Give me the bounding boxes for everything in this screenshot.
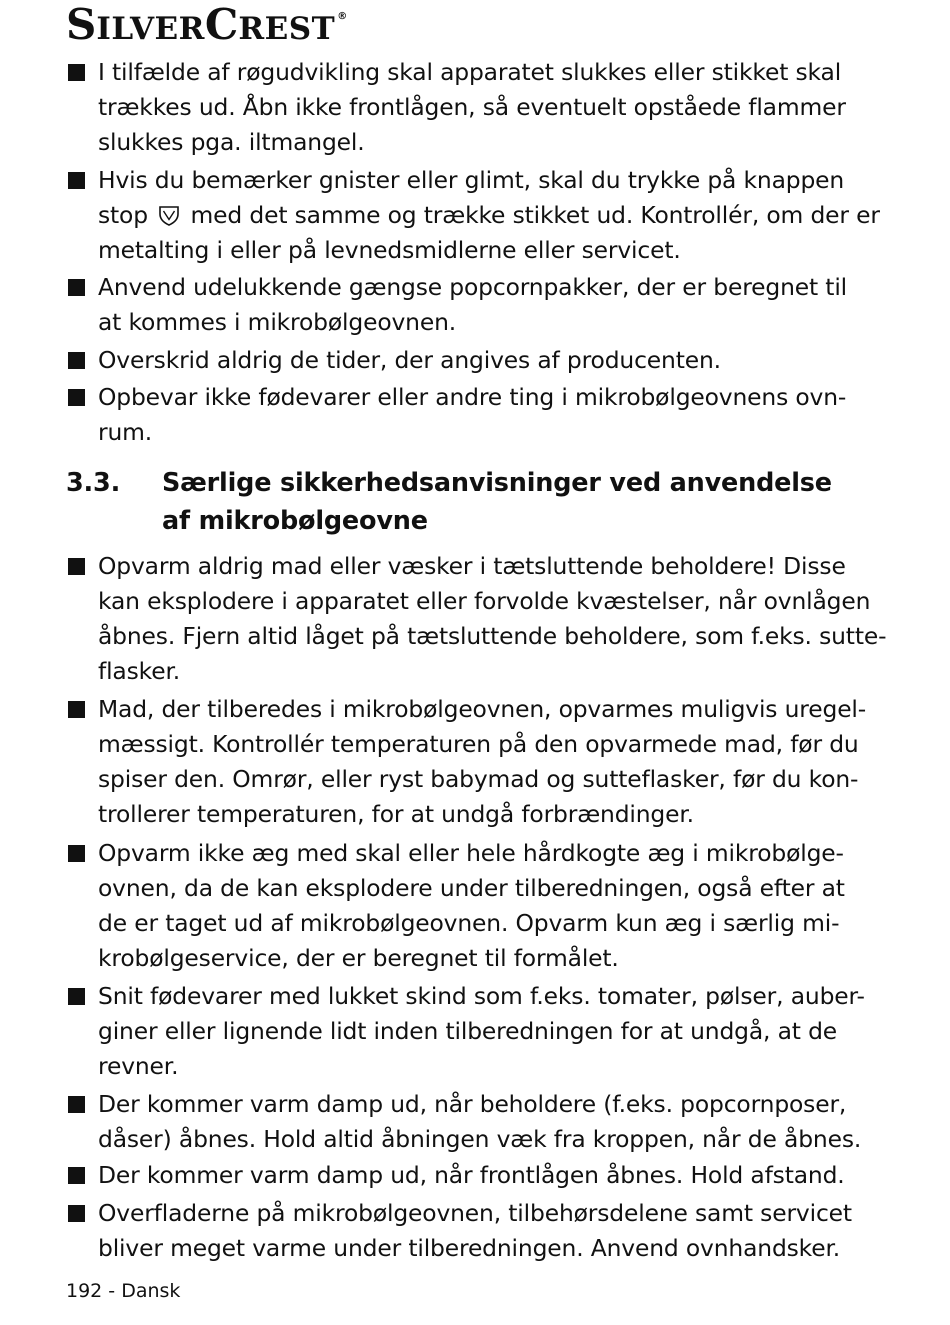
bullet-square [68,988,85,1005]
section-title-line2: af mikrobølgeovne [162,506,428,536]
item-text: åbnes. Fjern altid låget på tætsluttende beholdere, som f.eks. sutte- [98,622,887,650]
item-text: I tilfælde af røgudvikling skal apparatet slukkes eller stikket skal [98,58,842,86]
item-text: Anvend udelukkende gængse popcornpakker, der er beregnet til [98,273,848,301]
bullet-square [68,1096,85,1113]
item-text: Opvarm ikke æg med skal eller hele hårdkogte æg i mikrobølge- [98,839,844,867]
item-text: mæssigt. Kontrollér temperaturen på den opvarmede mad, før du [98,730,859,758]
item-text: giner eller lignende lidt inden tilberedningen for at undgå, at de [98,1017,838,1045]
item-text: krobølgeservice, der er beregnet til formålet. [98,944,619,972]
item-text: spiser den. Omrør, eller ryst babymad og sutteflasker, før du kon- [98,765,859,793]
item-text: Der kommer varm damp ud, når beholdere (f.eks. popcornposer, [98,1090,847,1118]
item-text: Overfladerne på mikrobølgeovnen, tilbehørsdelene samt servicet [98,1199,852,1227]
section-title-line1: Særlige sikkerhedsanvisninger ved anvendelse [162,468,832,498]
item-text: rum. [98,418,153,446]
item-text: bliver meget varme under tilberedningen. Anvend ovnhandsker. [98,1234,841,1262]
item-text: trækkes ud. Åbn ikke frontlågen, så eventuelt opståede flammer [98,93,846,121]
item-text: kan eksplodere i apparatet eller forvolde kvæstelser, når ovnlågen [98,587,871,615]
item-text: med det samme og trække stikket ud. Kontrollér, om der er [190,201,880,229]
stop-shield-icon [157,203,181,227]
bullet-square [68,64,85,81]
item-text: Opbevar ikke fødevarer eller andre ting i mikrobølgeovnens ovn- [98,383,847,411]
item-text: flasker. [98,657,181,685]
item-text: at kommes i mikrobølgeovnen. [98,308,457,336]
item-text: Overskrid aldrig de tider, der angives af producenten. [98,346,721,374]
page-footer: 192 - Dansk [66,1280,181,1302]
bullet-square [68,172,85,189]
item-text-with-icon [98,198,880,233]
brand-logo: SILVERCREST ® [66,0,348,49]
item-text: metalting i eller på levnedsmidlerne eller servicet. [98,236,681,264]
item-text: trollerer temperaturen, for at undgå forbrændinger. [98,800,694,828]
bullet-square [68,701,85,718]
bullet-square [68,1167,85,1184]
item-text: Snit fødevarer med lukket skind som f.eks. tomater, pølser, auber- [98,982,865,1010]
bullet-square [68,352,85,369]
section-number: 3.3. [66,468,121,498]
bullet-square [68,279,85,296]
item-text: Hvis du bemærker gnister eller glimt, skal du trykke på knappen [98,166,845,194]
item-text: Opvarm aldrig mad eller væsker i tætsluttende beholdere! Disse [98,552,846,580]
item-text: Der kommer varm damp ud, når frontlågen åbnes. Hold afstand. [98,1161,845,1189]
item-text: de er taget ud af mikrobølgeovnen. Opvarm kun æg i særlig mi- [98,909,840,937]
item-text: dåser) åbnes. Hold altid åbningen væk fra kroppen, når de åbnes. [98,1125,862,1153]
item-text: revner. [98,1052,179,1080]
bullet-square [68,1205,85,1222]
item-text: ovnen, da de kan eksplodere under tilberedningen, også efter at [98,874,845,902]
item-text: slukkes pga. iltmangel. [98,128,365,156]
stop-label: stop [98,201,148,229]
item-text: Mad, der tilberedes i mikrobølgeovnen, opvarmes muligvis uregel- [98,695,867,723]
bullet-square [68,558,85,575]
bullet-square [68,389,85,406]
bullet-square [68,845,85,862]
